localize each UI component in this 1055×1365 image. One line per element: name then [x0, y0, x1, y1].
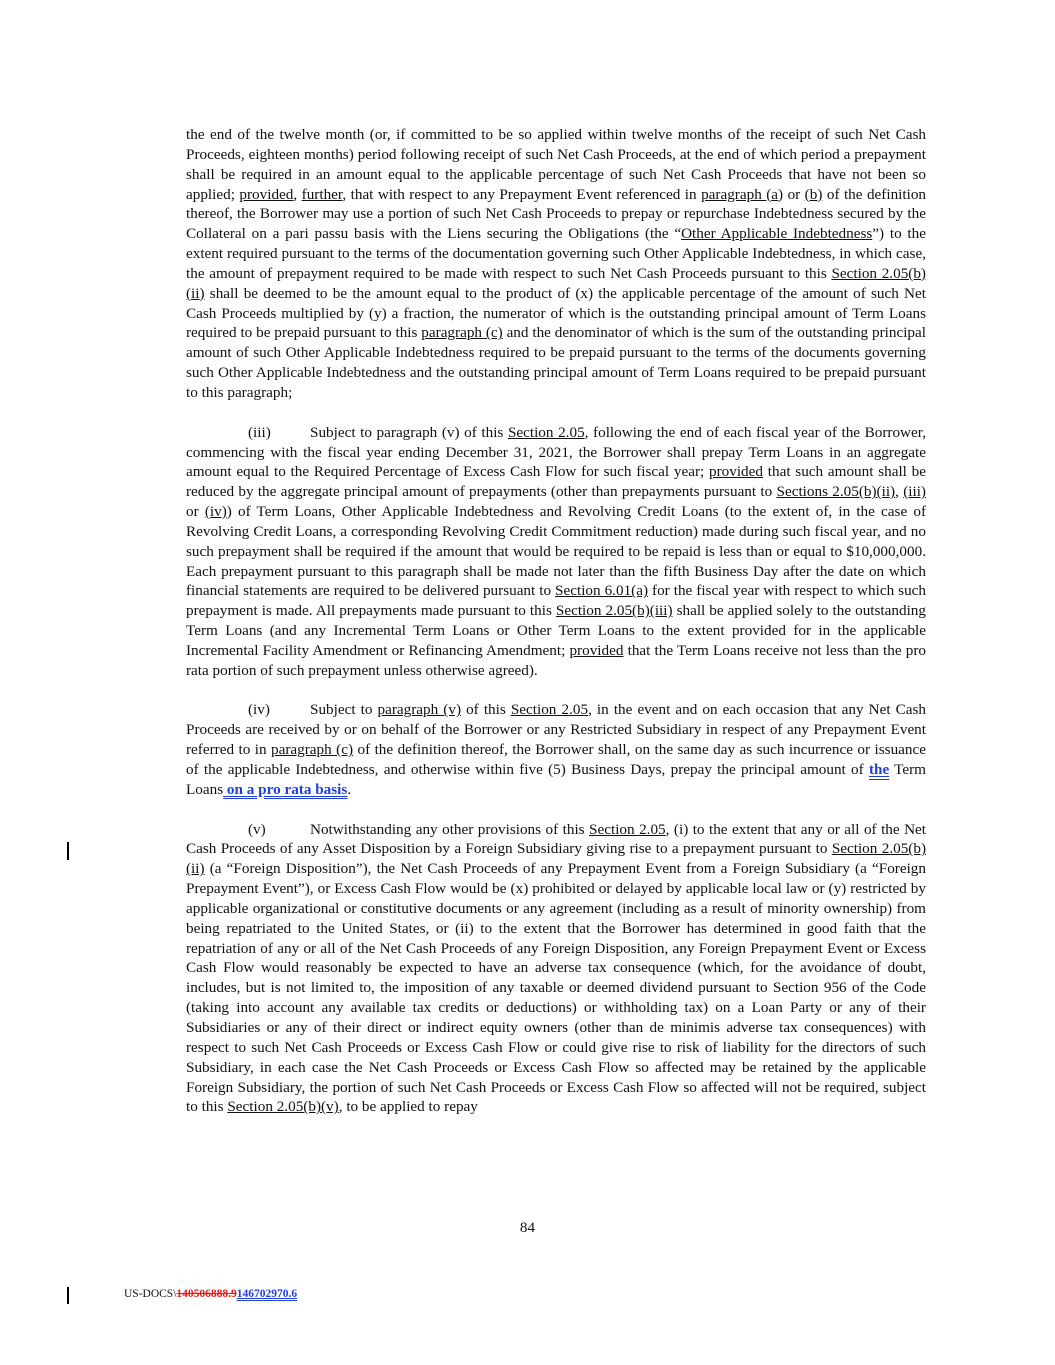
cross-reference: Section 2.05(b)(v) — [227, 1098, 339, 1116]
cross-reference: paragraph (c) — [421, 324, 503, 342]
cross-reference: (iii) — [903, 483, 926, 501]
text-run: shall be applied solely to the outstanding Term Loans (and any Incremental Term Loans or Other Term Loans to the extent provided for in the applicable Incremental Facility Amendment or Refinancing Amendment; — [186, 602, 926, 659]
change-bar-paragraph-iv — [67, 842, 69, 860]
text-run: . — [347, 780, 352, 798]
cross-reference: (iv) — [204, 503, 227, 521]
paragraph-continuation — [186, 125, 926, 403]
cross-reference: Section 2.05(b)(ii) — [186, 264, 926, 302]
text-run: , in the event and on each occasion that any Net Cash Proceeds are received by or on behalf of the Borrower or any Restricted Subsidiary in respect of any Prepayment Event referred to in — [186, 701, 926, 759]
text-run: of this — [461, 701, 511, 719]
cross-reference: Sections 2.05(b)(ii) — [776, 483, 896, 501]
paragraph-v — [186, 820, 926, 1118]
text-run: that such amount shall be reduced by the aggregate principal amount of prepayments (other than prepayments pursuant to — [186, 463, 926, 501]
text-run: or — [186, 503, 205, 521]
text-run: (a “Foreign Disposition”), the Net Cash Proceeds of any Prepayment Event from a Foreign Subsidiary (a “Foreign Prepayment Event”), or Excess Cash Flow would be (x) prohibited or delayed by applicable local law or (y) restricted by applicable organizational or constitutive documents or any agreement (including as a result of minority ownership) from being repatriated to the United States, or (ii) to the extent that the Borrower has determined in good faith that the repatriation of any or all of the Net Cash Proceeds of any Foreign Disposition, any Foreign Prepayment Event or Excess Cash Flow would reasonably be expected to have an adverse tax consequence (which, for the avoidance of doubt, includes, but is not limited to, the imposition of any taxable or deemed dividend pursuant to Section 956 of the Code (taking into account any available tax credits or deductions) or withholding tax) on a Loan Party or any of their Subsidiaries or any of their direct or indirect equity owners (other than de minimis adverse tax consequences) with respect to such Net Cash Proceeds or Excess Cash Flow or could give rise to risk of liability for the directors of such Subsidiary, in each case the Net Cash Proceeds or Excess Cash Flow so affected may be retained by the applicable Foreign Subsidiary, the portion of such Net Cash Proceeds or Excess Cash Flow so affected will not be required, subject to this — [186, 860, 926, 1116]
cross-reference: Section 2.05(b)(ii) — [186, 840, 926, 878]
text-run: ) of Term Loans, Other Applicable Indebtedness and Revolving Credit Loans (to the extent of, in the case of Revolving Credit Loans, a corresponding Revolving Credit Commitment reduction) made during such fiscal year, and no such prepayment shall be required if the amount that would be required to be repaid is less than or equal to $10,000,000. Each prepayment pursuant to this paragraph shall be made not later than the fifth Business Day after the date on which financial statements are required to be delivered pursuant to — [186, 503, 926, 600]
inserted-doc-number: 146702970.6 — [236, 1288, 298, 1300]
text-run: Subject to paragraph (v) of this — [310, 423, 508, 441]
cross-reference: Section 2.05 — [510, 701, 589, 719]
paragraph-number: (iii) — [248, 423, 271, 441]
deleted-doc-number: 140506888.9 — [176, 1288, 237, 1300]
cross-reference: Section 6.01(a) — [555, 582, 649, 600]
text-run: Term Loans — [186, 761, 926, 798]
defined-term-provided: provided — [569, 641, 624, 659]
cross-reference: (b) — [804, 185, 823, 203]
inserted-text-pro-rata: on a pro rata basis — [223, 780, 348, 798]
text-run: , that with respect to any Prepayment Event referenced in — [342, 185, 702, 203]
text-run: and the denominator of which is the sum of the outstanding principal amount of such Other Applicable Indebtedness required to be prepaid pursuant to the terms of the documents governing such Other Applicable Indebtedness and the outstanding principal amount of Term Loans required to be prepaid pursuant to this paragraph; — [186, 324, 926, 401]
text-run: or — [783, 185, 805, 203]
cross-reference: paragraph (a) — [701, 185, 784, 203]
text-run: for the fiscal year with respect to which such prepayment is made. All prepayments made pursuant to this — [186, 582, 926, 620]
paragraph-iii — [186, 423, 926, 681]
text-run: shall be deemed to be the amount equal to the product of (x) the applicable percentage of the amount of such Net Cash Proceeds multiplied by (y) a fraction, the numerator of which is the outstanding principal amount of Term Loans required to be prepaid pursuant to this — [186, 284, 926, 342]
cross-reference: Section 2.05(b)(iii) — [555, 602, 673, 620]
text-run: , to be applied to repay — [338, 1098, 478, 1116]
defined-term-provided: provided — [239, 185, 294, 203]
paragraph-iv — [186, 700, 926, 799]
defined-term-other-applicable-indebtedness: Other Applicable Indebtedness — [681, 225, 873, 243]
text-run: Subject to — [310, 701, 378, 719]
text-run: , (i) to the extent that any or all of the Net Cash Proceeds of any Asset Disposition by a Foreign Subsidiary giving rise to a prepayment pursuant to — [186, 820, 927, 858]
text-run: , following the end of each fiscal year of the Borrower, commencing with the fiscal year ending December 31, 2021, the Borrower shall prepay Term Loans in an aggregate amount equal to the Required Percentage of Excess Cash Flow for such fiscal year; — [186, 423, 927, 481]
text-run: ”) to the extent required pursuant to the terms of the documentation governing such Other Applicable Indebtedness, in which case, the amount of prepayment required to be made with respect to such Net Cash Proceeds pursuant to this — [186, 225, 926, 282]
change-bar-footer — [67, 1287, 69, 1304]
defined-term-further: further — [301, 185, 343, 203]
document-body — [186, 125, 926, 1137]
cross-reference: Section 2.05 — [589, 820, 666, 838]
text-run: , — [293, 185, 302, 203]
paragraph-number: (v) — [248, 820, 266, 838]
defined-term-provided: provided — [709, 463, 763, 481]
paragraph-number: (iv) — [248, 701, 270, 719]
text-run: of the definition thereof, the Borrower shall, on the same day as such incurrence or issuance of the applicable Indebtedness, and otherwise within five (5) Business Days, prepay the principal amount of — [186, 741, 926, 778]
text-run: of the definition thereof, the Borrower may use a portion of such Net Cash Proceeds to prepay or repurchase Indebtedness secured by the Collateral on a pari passu basis with the Liens securing the Obligations (the “ — [186, 185, 927, 243]
text-run: Notwithstanding any other provisions of this — [310, 820, 590, 838]
inserted-text-the: the — [868, 761, 890, 778]
text-run: that the Term Loans receive not less than the pro rata portion of such prepayment unless otherwise agreed). — [186, 641, 927, 679]
page-number: 84 — [519, 1219, 536, 1236]
cross-reference: paragraph (v) — [377, 701, 462, 719]
document-id-footer — [124, 1288, 297, 1300]
text-run: the end of the twelve month (or, if committed to be so applied within twelve months of the receipt of such Net Cash Proceeds, eighteen months) period following receipt of such Net Cash Proceeds, at the end of which period a prepayment shall be required in an amount equal to the applicable percentage of such Net Cash Proceeds that have not been so applied; — [186, 126, 926, 203]
text-run: , — [895, 483, 904, 501]
cross-reference: paragraph (c) — [271, 741, 354, 759]
doc-id-prefix: US-DOCS\ — [124, 1288, 177, 1300]
cross-reference: Section 2.05 — [507, 423, 585, 441]
